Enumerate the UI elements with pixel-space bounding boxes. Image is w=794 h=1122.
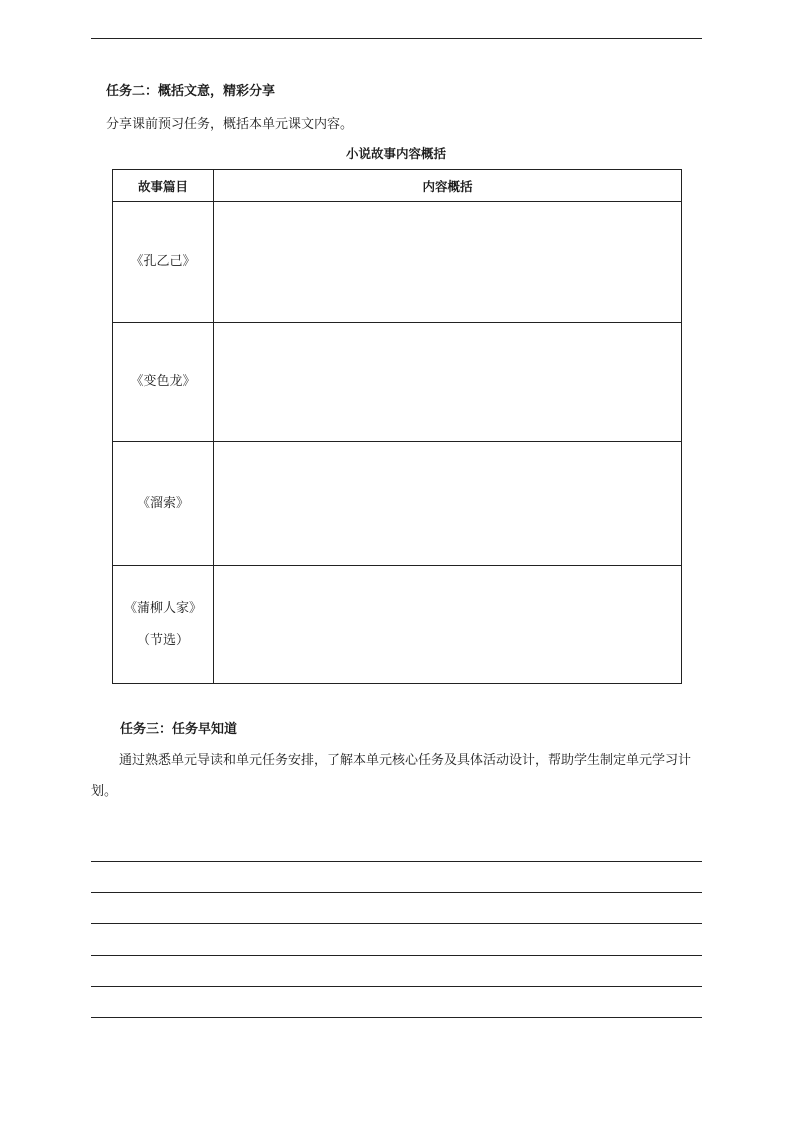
story-title: 《蒲柳人家》 — [123, 600, 202, 616]
story-title: 《溜索》 — [136, 495, 189, 511]
answer-line[interactable] — [91, 861, 702, 862]
answer-line[interactable] — [91, 923, 702, 924]
table-row — [113, 323, 682, 442]
summary-input-cell[interactable] — [214, 202, 682, 323]
table-row — [113, 202, 682, 323]
table-header-row — [113, 170, 682, 202]
task2-instruction: 分享课前预习任务，概括本单元课文内容。 — [106, 117, 354, 132]
story-title: 《变色龙》 — [130, 374, 196, 389]
story-title-cell — [113, 566, 214, 684]
header-rule — [91, 38, 702, 39]
header-content-summary: 内容概括 — [214, 170, 682, 202]
summary-input-cell[interactable] — [214, 566, 682, 684]
task3-heading: 任务三：任务早知道 — [120, 722, 238, 737]
summary-input-cell[interactable] — [214, 323, 682, 442]
story-summary-table — [112, 169, 682, 684]
story-title: 《孔乙己》 — [130, 254, 196, 269]
answer-line[interactable] — [91, 1017, 702, 1018]
summary-input-cell[interactable] — [214, 442, 682, 566]
task2-heading: 任务二：概括文意，精彩分享 — [106, 84, 276, 99]
table-row — [113, 566, 682, 684]
story-subtitle: （节选） — [136, 632, 189, 648]
table-caption: 小说故事内容概括 — [345, 146, 446, 161]
answer-line[interactable] — [91, 986, 702, 987]
task3-paragraph: 通过熟悉单元导读和单元任务安排，了解本单元核心任务及具体活动设计，帮助学生制定单元学习计划。 — [91, 753, 692, 799]
story-title-cell — [113, 323, 214, 442]
story-title-cell — [113, 442, 214, 566]
answer-line[interactable] — [91, 892, 702, 893]
header-story-title: 故事篇目 — [113, 170, 214, 202]
table-row — [113, 442, 682, 566]
answer-line[interactable] — [91, 955, 702, 956]
story-title-cell — [113, 202, 214, 323]
